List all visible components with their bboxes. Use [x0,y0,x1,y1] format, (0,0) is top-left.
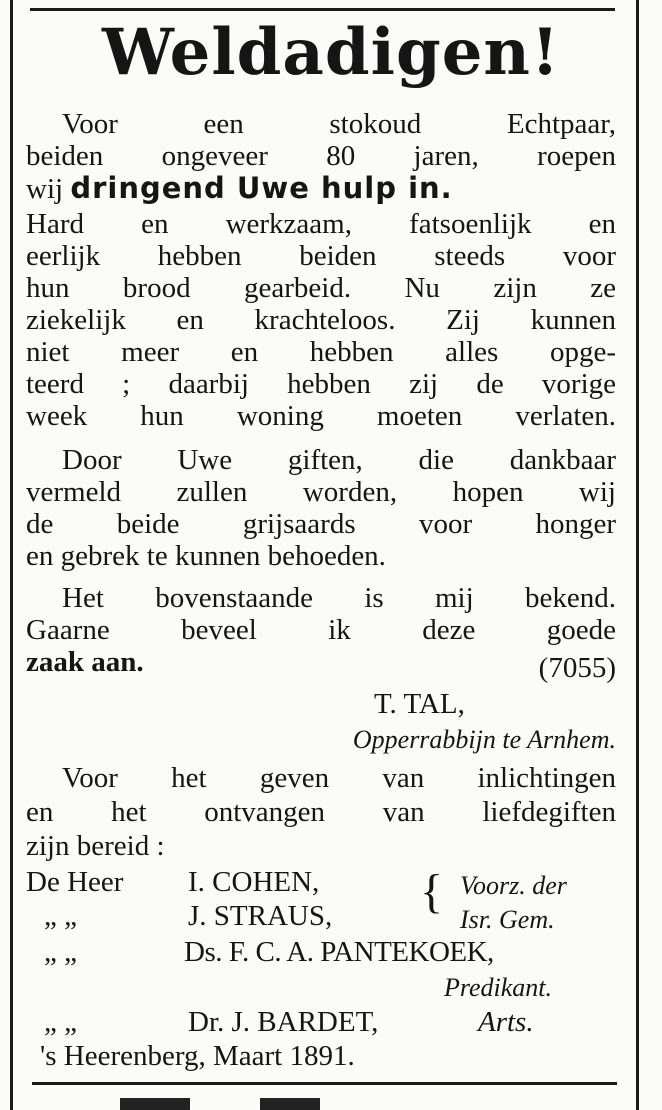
paragraph1-line6: hun brood gearbeid. Nu zijn ze [26,272,616,304]
paragraph1-line8: niet meer en hebben alles opge- [26,336,616,368]
committee-row3-name: Ds. F. C. A. PANTEKOEK, [184,936,494,968]
paragraph4-line2: en het ontvangen van liefdegiften [26,796,616,828]
cutoff-fragment [120,1098,190,1110]
paragraph3-line2: Gaarne beveel ik deze goede [26,614,616,646]
paragraph2-line4: en gebrek te kunnen behoeden. [26,540,386,572]
committee-row3-role: Predikant. [443,973,552,1002]
paragraph2-line3: de beide grijsaards voor honger [26,508,616,540]
paragraph1-line1: Voor een stokoud Echtpaar, [62,108,616,140]
committee-row2-prefix: „ „ [44,900,77,932]
paragraph3-line3: zaak aan. [26,646,144,678]
paragraph2-line1: Door Uwe giften, die dankbaar [62,444,616,476]
paragraph1-line2: beiden ongeveer 80 jaren, roepen [26,140,616,172]
committee-row1-role: Voorz. der [460,871,567,900]
reference-number: (7055) [538,652,616,684]
paragraph1-line10: week hun woning moeten verlaten. [26,400,616,432]
paragraph1-line7: ziekelijk en krachteloos. Zij kunnen [26,304,616,336]
committee-row2-name: J. STRAUS, [188,900,333,932]
cutoff-fragment [260,1098,320,1110]
paragraph3-line1: Het bovenstaande is mij bekend. [62,582,616,614]
committee-row4-prefix: „ „ [44,1006,77,1038]
committee-row1-name: I. COHEN, [188,866,320,898]
left-column-rule [10,0,13,1110]
next-advert-cutoff [0,1098,662,1110]
committee-row3-prefix: „ „ [44,936,77,968]
paragraph4-line1: Voor het geven van inlichtingen [62,762,616,794]
place-date: 's Heerenberg, Maart 1891. [40,1040,355,1072]
right-column-rule [636,0,639,1110]
committee-brace: { [420,865,444,918]
paragraph1-line4: Hard en werkzaam, fatsoenlijk en [26,208,616,240]
bottom-divider-rule [32,1082,617,1085]
committee-row2-role: Isr. Gem. [460,905,555,934]
paragraph1-emphasis: dringend Uwe hulp in. [70,171,453,205]
paragraph1-line9: teerd ; daarbij hebben zij de vorige [26,368,616,400]
committee-row1-prefix: De Heer [26,866,124,898]
advert-title: Weldadigen! [101,15,561,90]
paragraph1-line3 [26,172,616,205]
paragraph4-line3: zijn bereid : [26,830,165,862]
committee-row4-name: Dr. J. BARDET, [188,1006,379,1038]
signature-name: T. TAL, [374,688,465,720]
paragraph1-line5: eerlijk hebben beiden steeds voor [26,240,616,272]
signature-role: Opperrabbijn te Arnhem. [352,725,616,754]
paragraph1-line3-start: wij [26,173,64,205]
committee-row4-role: Arts. [478,1006,534,1038]
paragraph2-line2: vermeld zullen worden, hopen wij [26,476,616,508]
